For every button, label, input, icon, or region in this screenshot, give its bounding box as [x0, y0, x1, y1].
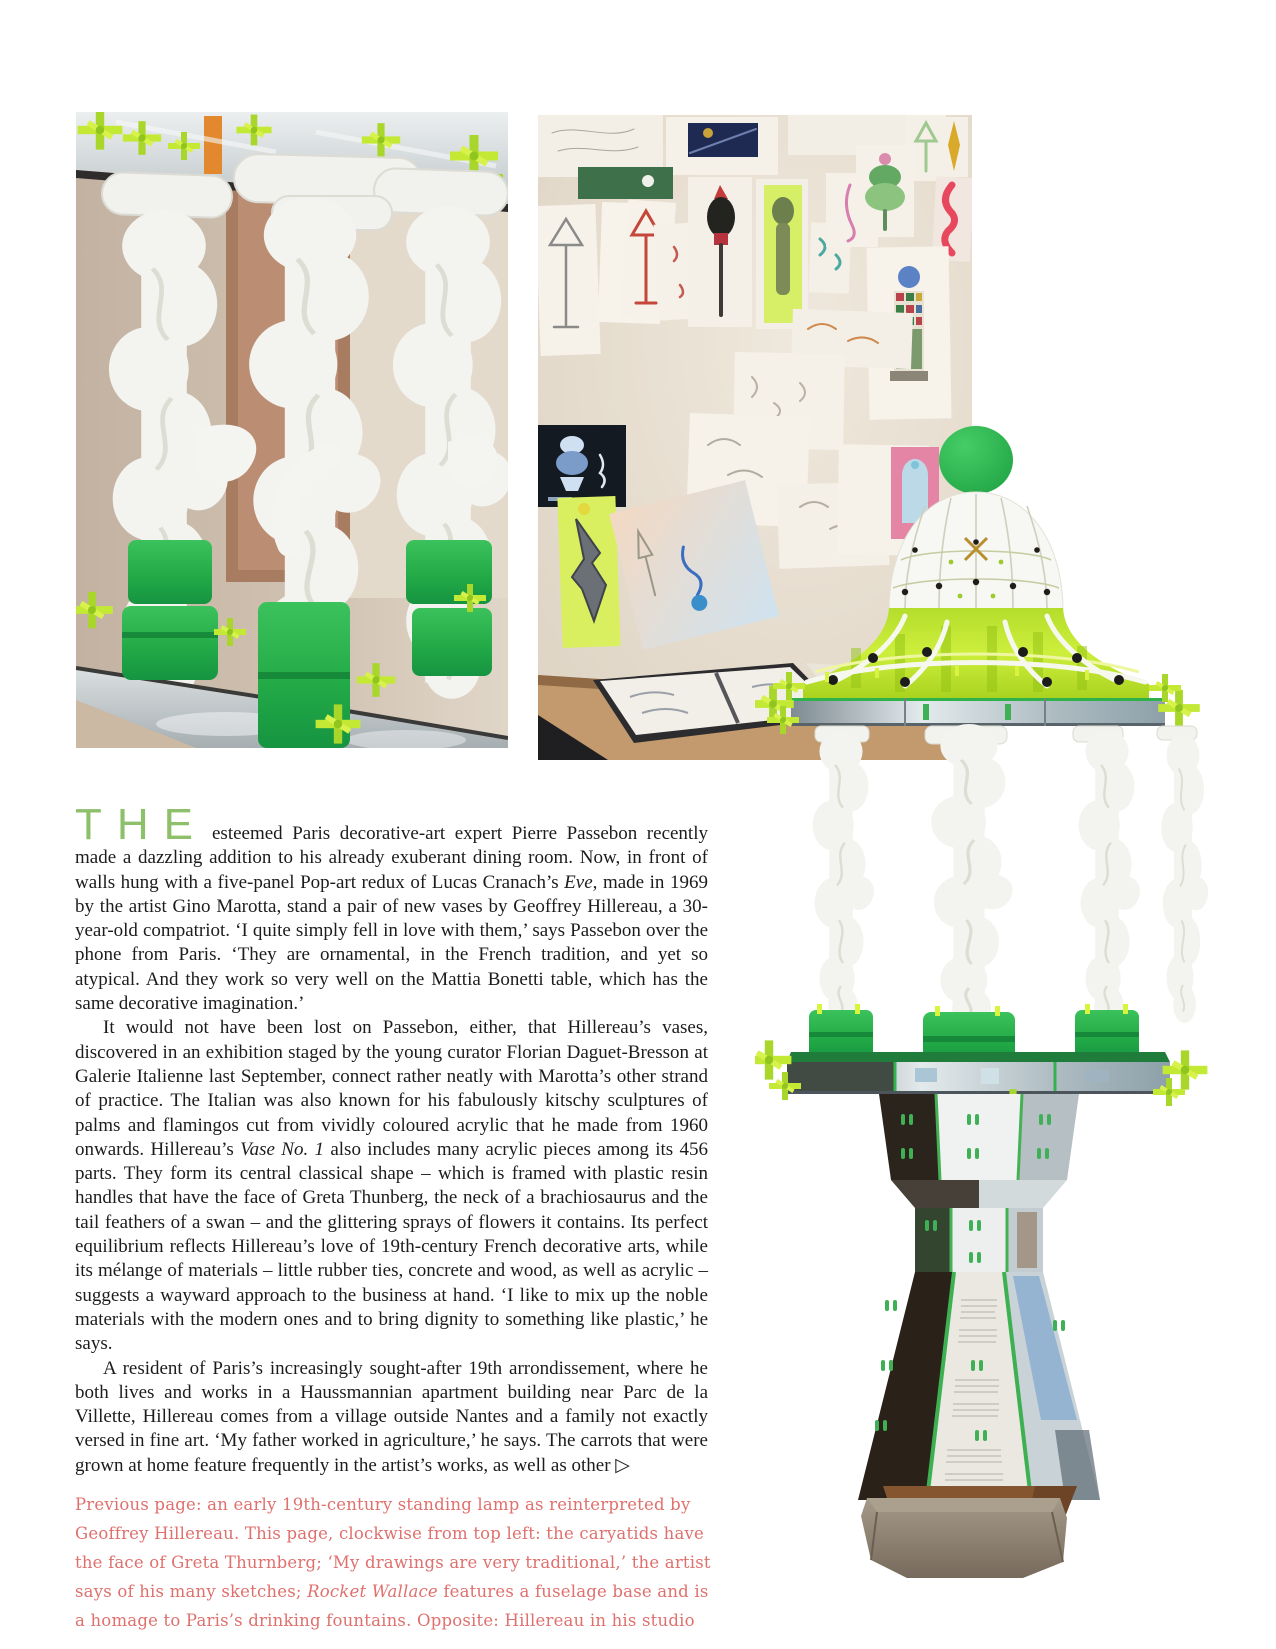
pedestal-drum	[879, 1094, 1079, 1208]
neon-acrylic-bell	[803, 608, 1149, 698]
white-dome	[889, 492, 1063, 612]
corbels	[815, 726, 1197, 744]
drop-word-the: THE	[75, 800, 208, 849]
lamp-caryatids	[813, 724, 1209, 1028]
caryatids-photo	[76, 112, 508, 748]
article-body	[75, 800, 709, 1478]
lamp-cutout-photo	[755, 420, 1215, 1585]
paragraph-2: It would not have been lost on Passebon, either, that Hillereau’s vases, discovered in an exhibition staged by the young curator Florian Daguet-Bresson at Galerie Italienne last September, connect rather neatly with Marotta’s other strand of practice. The Italian was also known for his fabulously kitschy sculptures of palms and flamingos cut from vividly coloured acrylic that he made from 1960 onwards. Hillereau’s Vase No. 1 also includes many acrylic pieces among its 456 parts. They form its central classical shape – which is framed with plastic resin handles that have the face of Greta Thunberg, the neck of a brachiosaurus and the tail feathers of a swan – and the glittering sprays of flowers it contains. Its perfect equilibrium reflects Hillereau’s love of 19th-century French decorative arts, while its mélange of materials – little rubber ties, concrete and wood, as well as acrylic – suggests a wayward approach to the business at hand. ‘I like to mix up the noble materials with the modern ones and to bring dignity to something like plastic,’ he says.	[75, 1017, 709, 1355]
flared-skirt	[858, 1272, 1100, 1500]
paragraph-1-text: esteemed Paris decorative-art expert Pierre Passebon recently made a dazzling addition to his already exuberant dining room. Now, in front of walls hung with a five-panel Pop-art redux of Lucas Cranach’s Eve, made in 1969 by the artist Gino Marotta, stand a pair of new vases by Geoffrey Hillereau, a 30-year-old compatriot. ‘I quite simply fell in love with them,’ says Passebon over the phone from Paris. ‘They are ornamental, in the French tradition, and yet so atypical. And they work so very well on the Mattia Bonetti table, which has the same decorative imagination.’	[75, 823, 708, 1015]
stone-plinth	[861, 1498, 1067, 1578]
paragraph-3: A resident of Paris’s increasingly sought-after 19th arrondissement, where he both lives and works in a Haussmannian apartment building near Parc de la Villette, Hillereau comes from a village outside Nantes and a family not exactly versed in fine art. ‘My father worked in agriculture,’ he says. The carrots that were grown at home feature frequently in the artist’s works, as well as other ▷	[75, 1357, 708, 1476]
green-ball-finial	[939, 426, 1013, 494]
paragraph-1	[75, 800, 708, 1016]
photo-caption: Previous page: an early 19th-century standing lamp as reinterpreted by Geoffrey Hillereau. This page, clockwise from top left: the caryatids have the face of Greta Thurnberg; ‘My drawings are very traditional,’ the artist says of his many sketches; Rocket Wallace features a fuselage base and is a homage to Paris’s drinking fountains. Opposite: Hillereau in his studio	[75, 1495, 711, 1630]
caryatids-photo-art	[76, 112, 508, 748]
lamp-art	[755, 420, 1215, 1585]
pedestal-waist	[915, 1208, 1043, 1272]
